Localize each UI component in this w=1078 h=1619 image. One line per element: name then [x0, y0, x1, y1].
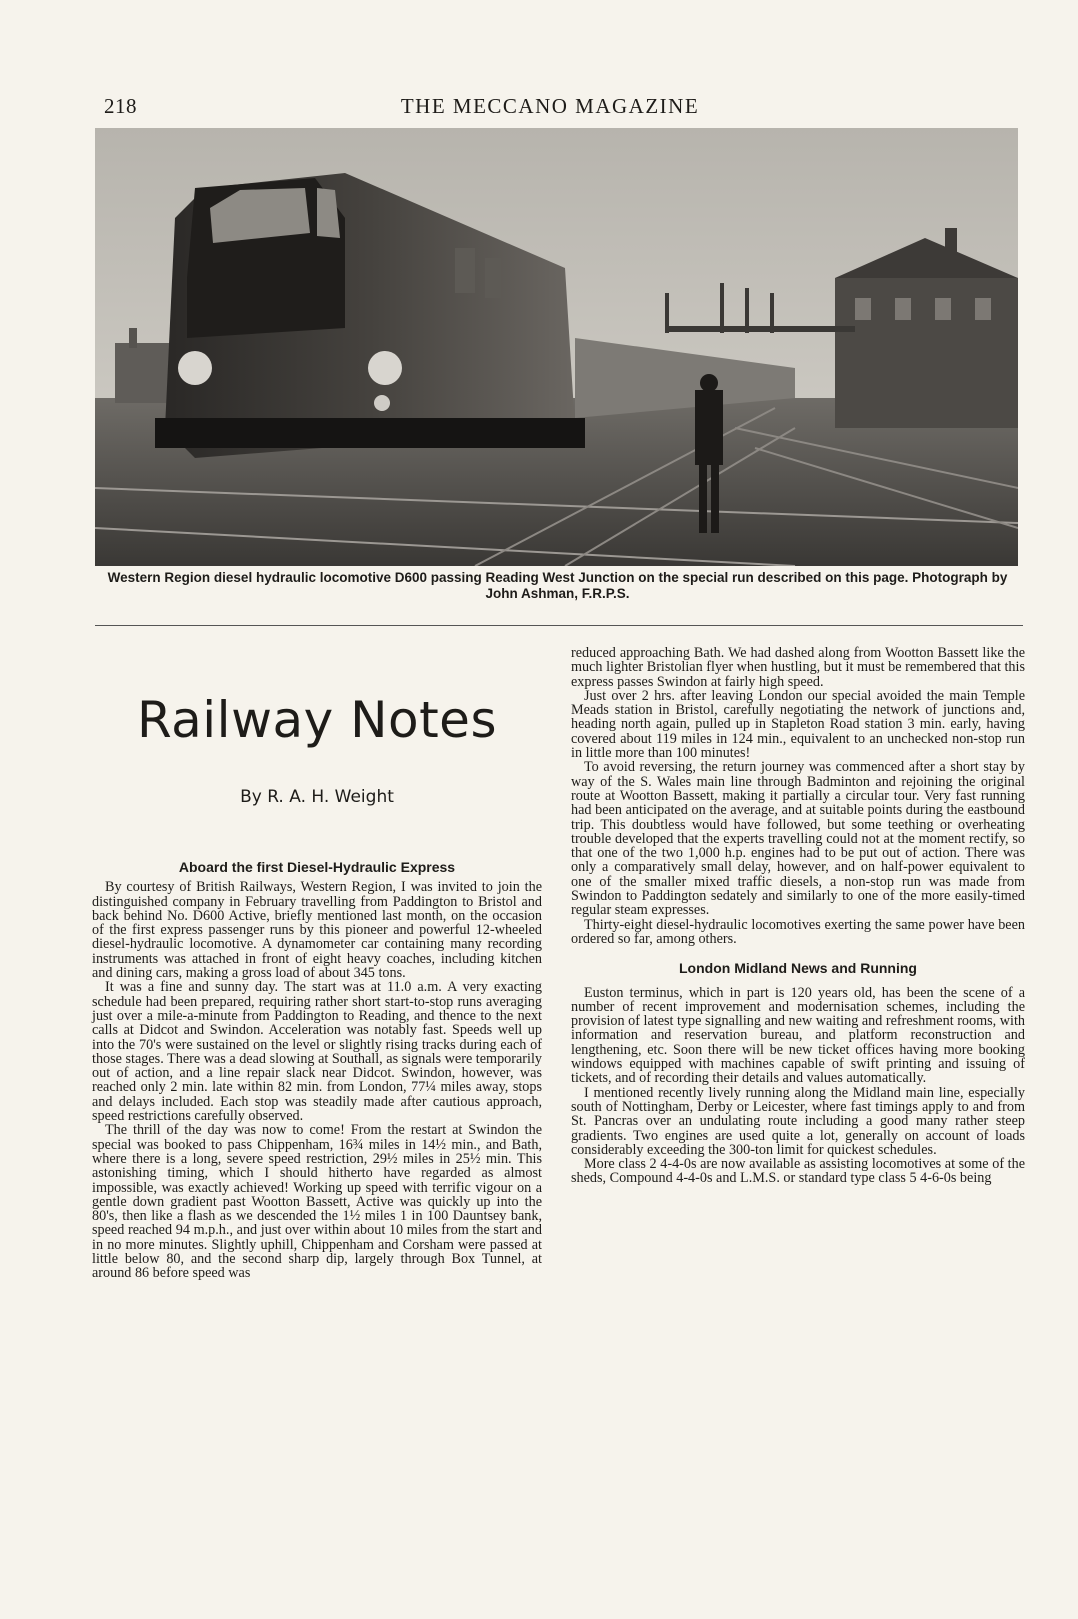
- paragraph: By courtesy of British Railways, Western Region, I was invited to join the distinguished company in February travelling from Paddington to Bristol and back behind No. D600 Active, briefly mentioned last month, on the occasion of the first express passenger runs by this pioneer and powerful 12-wheeled diesel-hydraulic locomotive. A dynamometer car containing many recording instruments was attached in front of eight heavy coaches, including kitchen and dining cars, making a gross load of about 345 tons.: [92, 879, 542, 982]
- right-column: [571, 646, 1025, 1186]
- section-heading-london-midland: London Midland News and Running: [679, 960, 917, 977]
- page-header: [100, 94, 1000, 124]
- paragraph: More class 2 4-4-0s are now available as assisting locomotives at some of the sheds, Compound 4-4-0s and L.M.S. or standard type class 5 4-6-0s being: [571, 1156, 1025, 1187]
- paragraph: I mentioned recently lively running along the Midland main line, especially south of Nottingham, Derby or Leicester, where fast timings apply to and from St. Pancras over an undulating route including a good many rather steep gradients. Two engines are used quite a lot, generally on account of loads considerably exceeding the 300-ton limit for quickest schedules.: [571, 1084, 1025, 1158]
- page-number: 218: [104, 94, 137, 118]
- paragraph: The thrill of the day was now to come! From the restart at Swindon the special was booked to pass Chippenham, 16¾ miles in 14½ min., and Bath, where there is a long, severe speed restriction, 29½ miles in 25½ min. This astonishing timing, which I should hitherto have regarded as almost impossible, was exactly achieved! Working up speed with terrific vigour on a gentle down gradient past Wootton Bassett, Active was quickly up into the 80's, then like a flash as we descended the 1½ miles 1 in 100 Dauntsey bank, speed reached 94 m.p.h., and just over within about 10 miles from the start and in no more minutes. Slightly uphill, Chippenham and Corsham were passed at little below 80, and the second sharp dip, largely through Box Tunnel, at around 86 before speed was: [92, 1122, 542, 1282]
- paragraph: reduced approaching Bath. We had dashed along from Wootton Bassett like the much lighter Bristolian flyer when hustling, but it must be remembered that this express passes Swindon at fairly high speed.: [571, 645, 1025, 690]
- photo-caption: Western Region diesel hydraulic locomotive D600 passing Reading West Junction on the special run described on this page. Photograph by John Ashman, F.R.P.S.: [107, 570, 1008, 601]
- paragraph: It was a fine and sunny day. The start was at 11.0 a.m. A very exacting schedule had been prepared, requiring rather short start-to-stop runs averaging just over a mile-a-minute from Paddington to Reading, and thence to the next calls at Didcot and Swindon. Acceleration was notably fast. Speeds well up into the 70's were sustained on the level or slightly rising tracks during each of those stages. There was a dead slowing at Southall, as signals were temporarily out of action, and a line repair slack near Didcot. Swindon, however, was reached only 2 min. late within 82 min. from London, 77¼ miles away, stops and delays included. Each stop was steadily made after cautious approach, speed restrictions carefully observed.: [92, 979, 542, 1125]
- magazine-title: THE MECCANO MAGAZINE: [400, 94, 700, 118]
- paragraph: Thirty-eight diesel-hydraulic locomotives exerting the same power have been ordered so far, among others.: [571, 916, 1025, 947]
- paragraph: To avoid reversing, the return journey was commenced after a short stay by way of the S. Wales main line through Badminton and rejoining the original route at Wootton Bassett, making it partially a circular tour. Very fast running had been anticipated on the average, and at suitable points during the eastbound trip. This doubtless would have followed, but some teething or overheating trouble developed that the experts travelling could not at the moment rectify, so that one of the two 1,000 h.p. engines had to be put out of action. There was only a comparatively small delay, however, and on half-power equivalent to one of the smaller mixed traffic diesels, a non-stop run was made from Swindon to Paddington sedately and similarly to one of the more easily-timed regular steam expresses.: [571, 759, 1025, 919]
- paragraph: Just over 2 hrs. after leaving London our special avoided the main Temple Meads station in Bristol, carefully negotiating the network of junctions and, heading north again, pulled up in Stapleton Road station 3 min. early, having covered about 119 miles in 124 min., equivalent to an unchecked non-stop run in little more than 100 minutes!: [571, 687, 1025, 762]
- section-divider: [95, 625, 1023, 626]
- paragraph: Euston terminus, which in part is 120 years old, has been the scene of a number of recent improvement and modernisation schemes, including the provision of latest type signalling and new waiting and refreshment rooms, with information and reservation bureau, and platform reconstruction and lengthening, etc. Soon there will be new ticket offices having more booking windows equipped with machines capable of swift printing and issuing of tickets, and of recording their details and values automatically.: [571, 984, 1025, 1087]
- left-column: [92, 860, 542, 1281]
- photo-locomotive-d600-icon: [95, 128, 1018, 566]
- article-title: Railway Notes: [137, 691, 497, 749]
- section-heading-diesel-hydraulic: Aboard the first Diesel-Hydraulic Express: [178, 859, 456, 875]
- article-byline: By R. A. H. Weight: [240, 787, 394, 807]
- locomotive-photo: [95, 128, 1018, 566]
